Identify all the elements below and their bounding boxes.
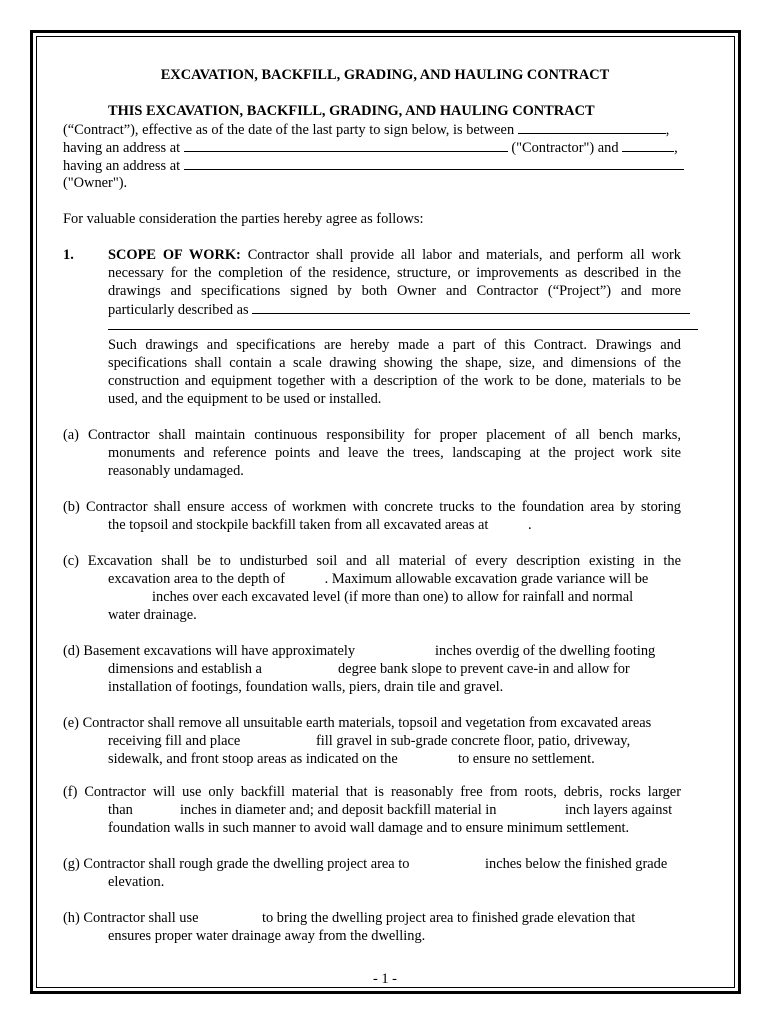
owner-address-blank[interactable] [184,156,684,170]
clause-e-line-2-end: fill gravel in sub-grade concrete floor, patio, driveway, [316,733,631,749]
project-description-blank[interactable] [252,300,690,314]
clause-b-line-2 [108,516,532,534]
clause-e-line-1: (e) Contractor shall remove all unsuitable earth materials, topsoil and vegetation from excavated areas [63,715,652,731]
clause-a-line-3: reasonably undamaged. [108,463,244,479]
clause-b-line-2-text: the topsoil and stockpile backfill taken from all excavated areas at [108,517,489,533]
clause-g-line-1-end: inches below the finished grade [485,856,668,872]
clause-g-line-1-start: (g) Contractor shall rough grade the dwelling project area to [63,856,410,872]
clause-c-line-2-text: excavation area to the depth of [108,571,286,587]
owner-label: ("Owner"). [63,175,128,191]
clause-f-line-2-end: inch layers against [565,802,673,818]
section-1-para-2-line-4: used, and the equipment to be used or installed. [108,391,382,407]
section-1-heading: SCOPE OF WORK: [108,247,241,263]
clause-e-line-3-end: to ensure no settlement. [458,751,595,767]
contractor-label: ("Contractor") and [511,140,619,156]
intro-heading: THIS EXCAVATION, BACKFILL, GRADING, AND HAULING CONTRACT [108,103,595,119]
clause-f-line-3: foundation walls in such manner to avoid wall damage and to ensure minimum settlement. [108,820,630,836]
intro-line-3 [63,156,684,175]
clause-e-line-3-start: sidewalk, and front stoop areas as indicated on the [108,751,398,767]
section-1-number: 1. [63,247,74,263]
clause-d-line-1-start: (d) Basement excavations will have approximately [63,643,356,659]
clause-c-line-2-rest: . Maximum allowable excavation grade variance will be [324,571,649,587]
clause-a-line-1: (a) Contractor shall maintain continuous responsibility for proper placement of all bench marks, [63,427,681,443]
intro-line-1-text: (“Contract”), effective as of the date of the last party to sign below, is between [63,122,515,138]
section-1-para-2-line-3: construction and equipment together with a description of the work to be done, materials to be [108,373,681,389]
intro-line-2 [63,138,678,157]
page-number: - 1 - [373,971,397,987]
clause-c-line-4: water drainage. [108,607,197,623]
intro-line-2-start: having an address at [63,140,181,156]
clause-h-line-1-start: (h) Contractor shall use [63,910,199,926]
clause-b-period: . [528,517,532,533]
intro-line-3-start: having an address at [63,158,181,174]
clause-c-line-3: inches over each excavated level (if more than one) to allow for rainfall and normal [152,589,634,605]
section-1-para-2-line-1: Such drawings and specifications are hereby made a part of this Contract. Drawings and [108,337,681,353]
intro-line-1 [63,120,669,139]
contractor-address-blank[interactable] [184,138,508,152]
clause-f-line-2-start: than [108,802,133,818]
clause-a-line-2: monuments and reference points and leave the trees, landscaping at the project work site [108,445,681,461]
section-1-line-4 [108,300,690,319]
section-1-line-1-text: Contractor shall provide all labor and materials, and perform all work [247,247,681,263]
owner-name-blank[interactable] [622,138,674,152]
clause-d-line-2-start: dimensions and establish a [108,661,262,677]
clause-h-line-1-end: to bring the dwelling project area to finished grade elevation that [262,910,636,926]
section-1-para-2-line-2: specifications shall contain a scale drawing showing the shape, size, and dimensions of the [108,355,681,371]
consideration-line: For valuable consideration the parties hereby agree as follows: [63,211,424,227]
section-1-line-3: drawings and specifications signed by both Owner and Contractor (“Project”) and more [108,283,681,299]
clause-d-line-3: installation of footings, foundation walls, piers, drain tile and gravel. [108,679,504,695]
section-1-line-4-text: particularly described as [108,302,249,318]
clause-d-line-1-end: inches overdig of the dwelling footing [435,643,656,659]
intro-line-2-comma: , [674,140,678,156]
project-description-blank-2[interactable] [108,329,698,330]
clause-f-line-1: (f) Contractor will use only backfill material that is reasonably free from roots, debris, rocks larger [63,784,681,800]
clause-f-line-2-mid: inches in diameter and; and deposit backfill material in [180,802,497,818]
section-1-line-1 [108,246,681,264]
clause-h-line-2: ensures proper water drainage away from the dwelling. [108,928,426,944]
document-title: EXCAVATION, BACKFILL, GRADING, AND HAULING CONTRACT [160,67,610,83]
party-name-blank[interactable] [518,120,666,134]
clause-b-line-1: (b) Contractor shall ensure access of workmen with concrete trucks to the foundation area by storing [63,499,681,515]
section-1-line-2: necessary for the completion of the residence, structure, or improvements as described in the [108,265,681,281]
clause-c-line-1: (c) Excavation shall be to undisturbed soil and all material of every description existing in the [63,553,681,569]
clause-e-line-2-start: receiving fill and place [108,733,241,749]
intro-line-1-comma: , [665,122,670,138]
clause-g-line-2: elevation. [108,874,165,890]
clause-d-line-2-end: degree bank slope to prevent cave-in and allow for [338,661,630,677]
clause-c-line-2 [108,570,648,588]
